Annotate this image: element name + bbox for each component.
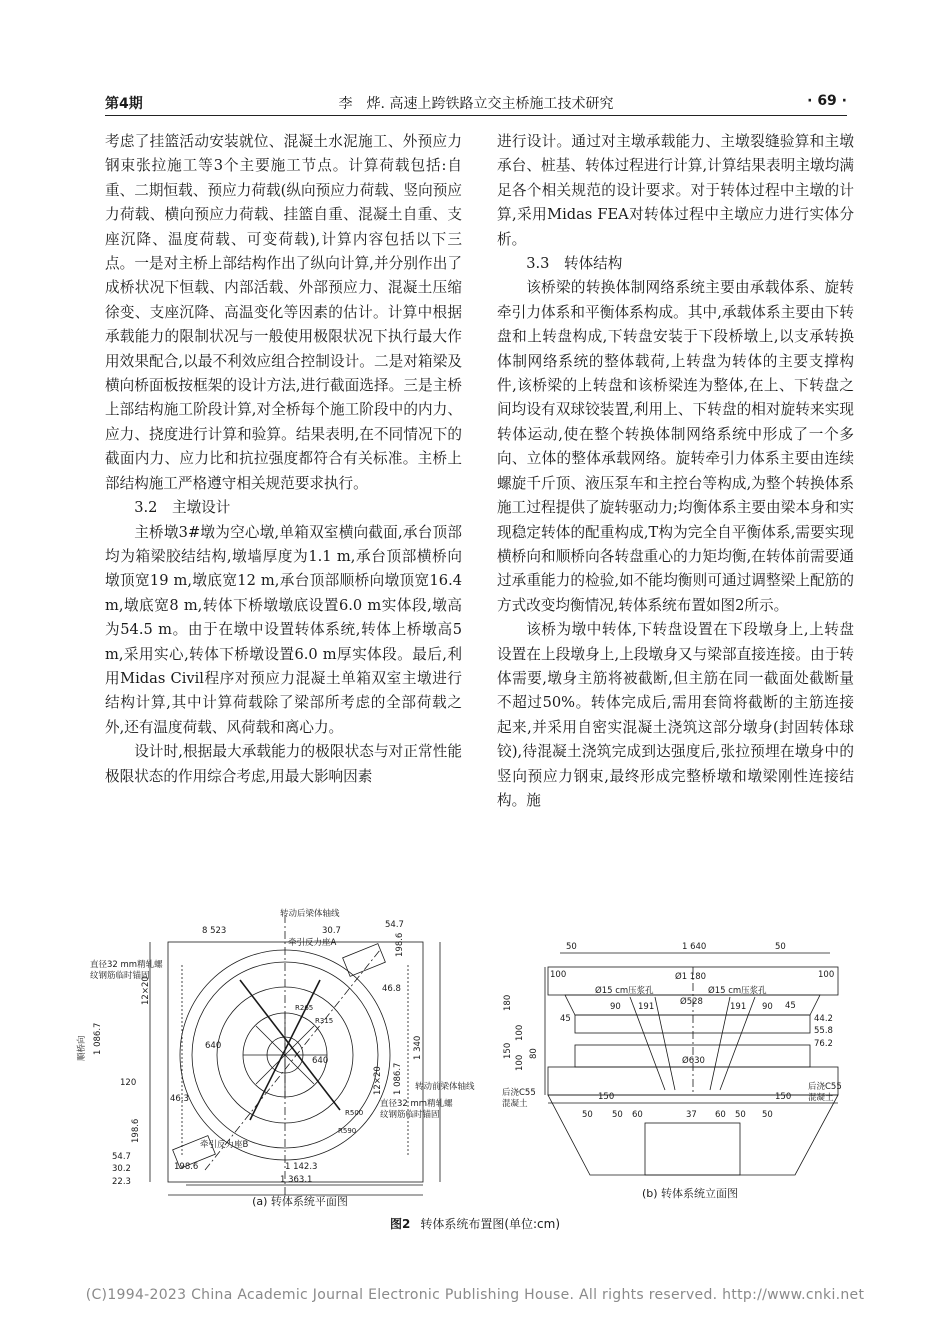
paragraph: 进行设计。通过对主墩承载能力、主墩裂缝验算和主墩承台、桩基、转体过程进行计算,计算结果表明主墩均满足各个相关规范的设计要求。对于转体过程中主墩的计算,采用Midas FEA对转体过程中主墩应力进行实体分析。 <box>497 133 854 248</box>
label-grout-hole: Ø15 cm压浆孔 <box>708 986 767 996</box>
dim-60: 60 <box>715 1110 726 1120</box>
running-header <box>105 93 847 116</box>
subfigure-a-caption: (a) 转体系统平面图 <box>252 1195 348 1208</box>
dim-191: 191 <box>730 1002 747 1012</box>
lower-pier <box>548 1095 838 1175</box>
dim-1363-1: 1 363.1 <box>280 1175 313 1185</box>
dim-30-7: 30.7 <box>322 926 341 936</box>
dim-640: 640 <box>312 1056 329 1066</box>
paragraph: 考虑了挂篮活动安装就位、混凝土水泥施工、外预应力钢束张拉施工等3个主要施工节点。计算荷载包括:自重、二期恒载、预应力荷载(纵向预应力荷载、竖向预应力荷载、横向预应力荷载、挂篮自重、混凝土自重、支座沉降、温度荷载、可变荷载),计算内容包括以下三点。一是对主桥上部结构作出了纵向计算,并分别作出了成桥状况下恒载、内部活载、外部预应力、混凝土压缩徐变、支座沉降、高温变化等因素的估计。计算中根据承载能力的限制状况与一般使用极限状况下执行最大作用效果配合,以最不利效应组合控制设计。二是对箱梁及横向桥面板按框架的设计方法,进行截面选择。三是主桥上部结构施工阶段计算,对全桥每个施工阶段中的内力、应力、挠度进行计算和验算。结果表明,在不同情况下的截面内力、应力比和抗拉强度都符合有关标准。主桥上部结构施工严格遵守相关规范要求执行。 <box>105 133 462 492</box>
label-rebar-2: 直径32 mm精轧螺 <box>380 1099 453 1109</box>
dim-198-6: 198.6 <box>131 1118 141 1143</box>
figure-title: 转体系统布置图(单位:cm) <box>420 1217 561 1231</box>
dim-55-8: 55.8 <box>814 1026 833 1036</box>
dim-50: 50 <box>775 942 786 952</box>
dim-100: 100 <box>550 970 567 980</box>
plan-beam-line <box>240 980 340 1110</box>
label-rebar-1b: 纹钢筋临时锚固 <box>90 971 150 981</box>
dim-1086-7: 1 086.7 <box>93 1022 103 1055</box>
dim-50: 50 <box>566 942 577 952</box>
left-column <box>105 130 462 789</box>
dim-90: 90 <box>610 1002 621 1012</box>
section-heading-3-2: 3.2 主墩设计 <box>134 499 231 517</box>
label-r500: R500 <box>345 1109 364 1117</box>
paragraph: 设计时,根据最大承载能力的极限状态与对正常性能极限状态的作用综合考虑,用最大影响因素 <box>105 743 462 785</box>
dim-180: 180 <box>503 994 513 1011</box>
label-post-cast-right: 后浇C55 <box>808 1082 842 1092</box>
dim-d528: Ø528 <box>680 997 703 1007</box>
plan-axis-front <box>205 950 380 1170</box>
page-number: · 69 · <box>807 93 847 109</box>
label-rebar-1: 直径32 mm精轧螺 <box>90 960 163 970</box>
dim-100: 100 <box>515 1024 525 1041</box>
dim-90: 90 <box>762 1002 773 1012</box>
plan-view-labels <box>76 908 475 1187</box>
dim-12x20: 12×20 <box>141 976 151 1005</box>
dim-d1180: Ø1 180 <box>675 972 707 982</box>
dim-120: 120 <box>120 1078 137 1088</box>
figure-2 <box>77 905 860 1245</box>
dim-76-2: 76.2 <box>814 1039 833 1049</box>
paragraph: 该桥为墩中转体,下转盘设置在下段墩身上,上转盘设置在上段墩身上,上段墩身又与梁部直接连接。由于转体需要,墩身主筋将被截断,但主筋在同一截面处截断量不超过50%。转体完成后,需用套筒将截断的主筋连接起来,并采用自密实混凝土浇筑这部分墩身(封固转体球铰),待混凝土浇筑完成到达强度后,张拉预埋在墩身中的竖向预应力钢束,最终形成完整桥墩和墩梁刚性连接结构。施 <box>497 621 854 809</box>
dim-150: 150 <box>775 1092 792 1102</box>
dim-50: 50 <box>735 1110 746 1120</box>
dim-37: 37 <box>686 1110 697 1120</box>
label-r315: R315 <box>315 1017 334 1025</box>
elevation-view-labels <box>502 942 842 1120</box>
dim-100: 100 <box>818 970 835 980</box>
pier-core <box>645 1123 740 1175</box>
dim-100: 100 <box>515 1054 525 1071</box>
dim-50: 50 <box>612 1110 623 1120</box>
paragraph: 主桥墩3#墩为空心墩,单箱双室横向截面,承台顶部均为箱梁胶结结构,墩墙厚度为1.1 m,承台顶部横桥向墩顶宽19 m,墩底宽12 m,承台顶部顺桥向墩顶宽16.4 m,墩底宽8 m,转体下桥墩墩底设置6.0 m实体段,墩高为54.5 m。由于在墩中设置转体系统,转体上桥墩高5 m,采用实心,转体下桥墩设置6.0 m厚实体段。最后,利用Midas Civil程序对预应力混凝土单箱双室主墩进行结构计算,其中计算荷载除了梁部所考虑的全部荷载之外,还有温度荷载、风荷载和离心力。 <box>105 523 462 736</box>
label-front-axis: 转动前梁体轴线 <box>415 1082 475 1092</box>
label-post-cast-left-2: 混凝土 <box>502 1099 528 1109</box>
label-post-cast-left: 后浇C55 <box>502 1088 536 1098</box>
label-rebar-2b: 纹钢筋临时锚固 <box>380 1110 440 1120</box>
label-rear-axis: 转动后梁体轴线 <box>280 909 340 919</box>
dim-45: 45 <box>785 1001 796 1011</box>
dim-8523: 8 523 <box>202 926 227 936</box>
paragraph: 该桥梁的转换体制网络系统主要由承载体系、旋转牵引力体系和平衡体系构成。其中,承载体系主要由下转盘和上转盘构成,下转盘安装于下段桥墩上,以支承转换体制网络系统的整体载荷,上转盘为转体的主要支撑构件,该桥梁的上转盘和该桥梁连为整体,在上、下转盘之间均设有双球铰装置,利用上、下转盘的相对旋转来实现转体运动,使在整个转换体制网络系统中形成了一个多向、立体的整体承载网络。旋转牵引力体系主要由连续螺旋千斤顶、液压泵车和主控台等构成,为整个转换体系施工过程提供了旋转驱动力;均衡体系主要由梁本身和实现稳定转体的配重构成,T构为完全自平衡体系,需要实现横桥向和顺桥向各转盘重心的力矩均衡,在转体前需要通过承重能力的检验,如不能均衡则可通过调整梁上配筋的方式改变均衡情况,转体系统布置如图2所示。 <box>497 279 854 614</box>
figure-caption <box>90 1215 860 1232</box>
dim-150: 150 <box>503 1042 513 1059</box>
dim-60: 60 <box>632 1110 643 1120</box>
dim-22-3: 22.3 <box>112 1177 131 1187</box>
label-traction-b: 牵引反力座B <box>200 1140 249 1150</box>
dim-50: 50 <box>762 1110 773 1120</box>
dim-50: 50 <box>582 1110 593 1120</box>
dim-1142-3: 1 142.3 <box>285 1162 318 1172</box>
dim-46-8: 46.8 <box>382 984 401 994</box>
dim-46-3: 46.3 <box>170 1094 189 1104</box>
dim-30-2: 30.2 <box>112 1164 131 1174</box>
dim-150: 150 <box>598 1092 615 1102</box>
label-r265: R265 <box>295 1004 314 1012</box>
label-traction-a: 牵引反力座A <box>288 938 337 948</box>
dim-1640: 1 640 <box>682 942 707 952</box>
dim-1086-7: 1 086.7 <box>393 1062 403 1095</box>
issue-number: 第4期 <box>105 96 143 112</box>
section-heading-3-3: 3.3 转体结构 <box>526 255 623 273</box>
dim-54-7: 54.7 <box>385 920 404 930</box>
dim-198-6: 198.6 <box>395 932 405 957</box>
dim-12x20: 12×20 <box>373 1066 383 1095</box>
dim-54-7: 54.7 <box>112 1152 131 1162</box>
copyright-footer: (C)1994-2023 China Academic Journal Electronic Publishing House. All rights reserved. http://www.cnki.net <box>85 1287 865 1303</box>
label-post-cast-right-2: 混凝土 <box>808 1093 834 1103</box>
figure-number: 图2 <box>389 1217 411 1231</box>
dim-d630: Ø630 <box>682 1056 705 1066</box>
inclined-rod <box>710 997 730 1090</box>
running-title: 李 烨. 高速上跨铁路立交主桥施工技术研究 <box>338 96 614 112</box>
dim-44-2: 44.2 <box>814 1014 833 1024</box>
inclined-rod <box>655 997 675 1090</box>
dim-198-6: 198.6 <box>174 1162 199 1172</box>
label-grout-hole: Ø15 cm压浆孔 <box>595 986 654 996</box>
label-r590: R590 <box>338 1127 357 1135</box>
label-along-bridge: 顺桥向 <box>77 1035 87 1061</box>
dim-80: 80 <box>529 1048 539 1059</box>
dim-640: 640 <box>205 1041 222 1051</box>
dim-45: 45 <box>560 1014 571 1024</box>
subfigure-b-caption: (b) 转体系统立面图 <box>641 1187 739 1200</box>
right-column <box>497 130 854 813</box>
spherical-hinge-upper <box>575 1015 810 1033</box>
dim-1340: 1 340 <box>413 1035 423 1060</box>
figure-2-drawing <box>77 905 860 1205</box>
dim-191: 191 <box>638 1002 655 1012</box>
